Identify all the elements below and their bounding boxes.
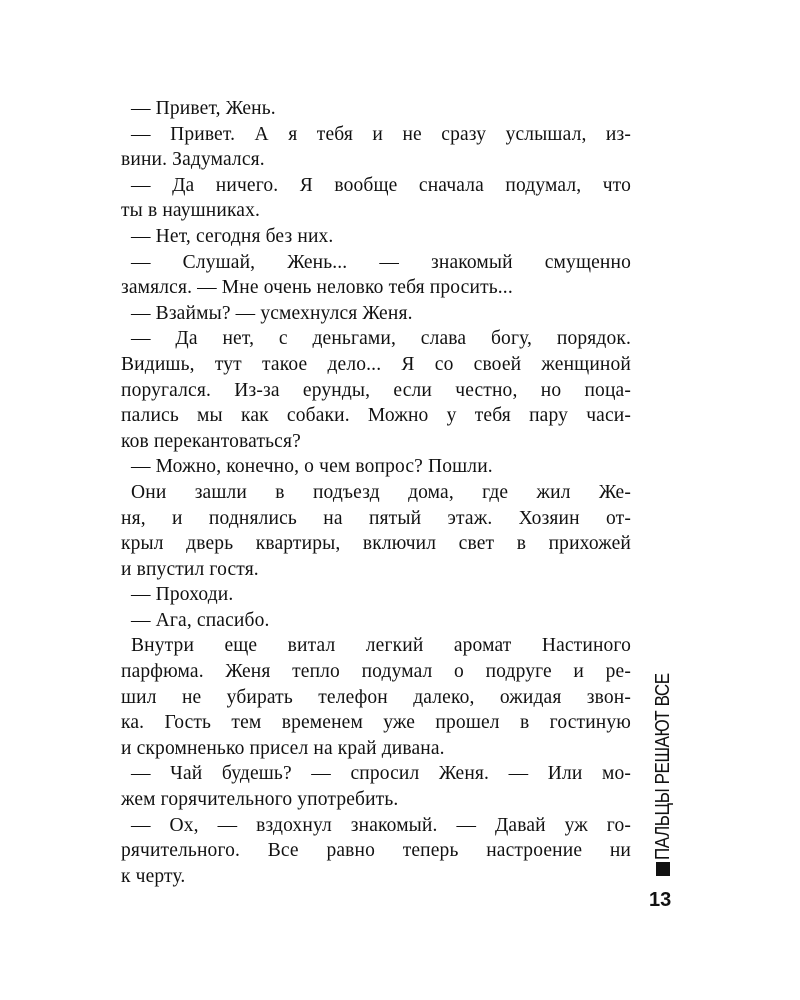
text-line: замялся. — Мне очень неловко тебя просить... <box>121 277 513 299</box>
text-line: парфюма. Женя тепло подумал о подруге и ре- <box>121 661 631 683</box>
text-line: и скромненько присел на край дивана. <box>121 737 445 759</box>
text-line: — Привет. А я тебя и не сразу услышал, из- <box>131 123 631 145</box>
text-line: — Слушай, Жень... — знакомый смущенно <box>131 251 631 273</box>
text-line: вини. Задумался. <box>121 149 265 171</box>
text-line: Видишь, тут такое дело... Я со своей женщиной <box>121 353 631 375</box>
text-line: ка. Гость тем временем уже прошел в гостиную <box>121 712 631 734</box>
text-line: — Ага, спасибо. <box>131 609 270 631</box>
text-line: — Чай будешь? — спросил Женя. — Или мо- <box>131 763 631 785</box>
running-title-marker <box>656 862 670 876</box>
body-text <box>121 96 631 889</box>
text-line: к черту. <box>121 865 186 887</box>
text-line: — Привет, Жень. <box>131 98 276 119</box>
page-number: 13 <box>649 889 672 911</box>
text-line: рячительного. Все равно теперь настроение ни <box>121 840 631 862</box>
text-line: — Проходи. <box>131 584 234 606</box>
text-line: крыл дверь квартиры, включил свет в прихожей <box>121 533 631 555</box>
text-line: и впустил гостя. <box>121 558 259 580</box>
text-line: ты в наушниках. <box>121 200 261 222</box>
text-line: — Нет, сегодня без них. <box>131 225 334 247</box>
text-line: шил не убирать телефон далеко, ожидая звон- <box>121 686 631 708</box>
text-line: ня, и поднялись на пятый этаж. Хозяин от- <box>121 507 631 529</box>
running-title <box>645 640 685 890</box>
text-line: Внутри еще витал легкий аромат Настиного <box>131 635 631 657</box>
text-line: — Да ничего. Я вообще сначала подумал, что <box>131 174 631 196</box>
text-line: — Да нет, с деньгами, слава богу, порядок. <box>131 328 631 350</box>
text-line: жем горячительного употребить. <box>121 789 399 811</box>
text-line: — Ох, — вздохнул знакомый. — Давай уж го- <box>131 814 631 836</box>
text-line: поругался. Из-за ерунды, если честно, но поца- <box>121 379 631 401</box>
text-line: пались мы как собаки. Можно у тебя пару часи- <box>121 405 631 427</box>
text-line: ков перекантоваться? <box>121 430 301 452</box>
text-line: Они зашли в подъезд дома, где жил Же- <box>131 481 631 503</box>
text-line: — Взаймы? — усмехнулся Женя. <box>131 302 413 324</box>
text-line: — Можно, конечно, о чем вопрос? Пошли. <box>131 456 493 478</box>
running-title-label: ПАЛЬЦЫ РЕШАЮТ ВСЕ <box>652 673 674 860</box>
